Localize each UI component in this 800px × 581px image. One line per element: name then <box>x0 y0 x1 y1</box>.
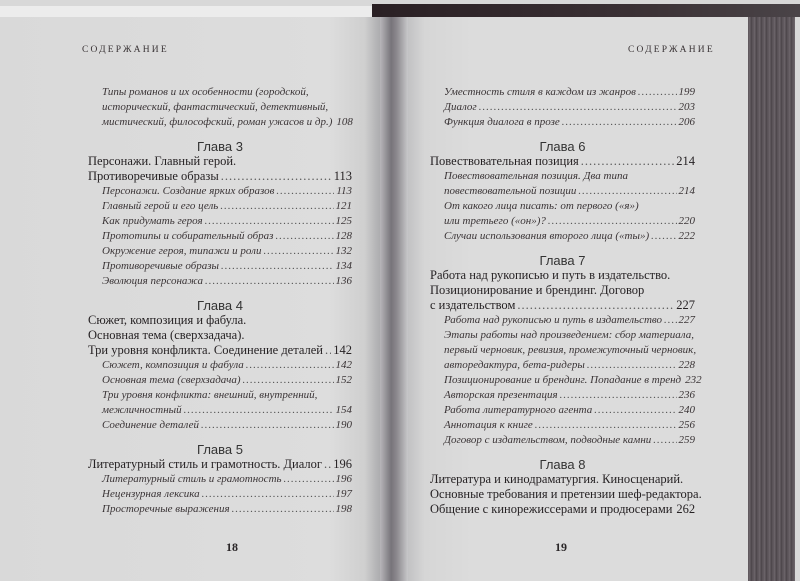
dot-leader <box>221 259 334 274</box>
dot-leader <box>587 358 677 373</box>
toc-subentry[interactable] <box>88 472 352 487</box>
dot-leader <box>578 184 676 199</box>
dot-leader <box>205 274 333 289</box>
dot-leader <box>664 313 676 328</box>
toc-page-number: 206 <box>678 116 695 128</box>
dot-leader <box>276 184 334 199</box>
toc-entry-title: Работа литературного агента <box>444 404 593 416</box>
toc-page-number: 259 <box>678 434 695 446</box>
dot-leader <box>560 388 677 403</box>
toc-entry-title: Литературный стиль и грамотность <box>102 473 282 485</box>
toc-entry-title: Работа над рукописью и путь в издательство. <box>430 268 671 282</box>
dot-leader <box>594 403 676 418</box>
toc-entry-title: Окружение героя, типажи и роли <box>102 245 262 257</box>
toc-page-number: 199 <box>678 86 695 98</box>
toc-entry-line <box>102 214 352 229</box>
book-gutter <box>380 17 408 581</box>
toc-subentry[interactable] <box>88 259 352 274</box>
toc-subentry[interactable] <box>430 115 695 130</box>
chapter-heading: Глава 4 <box>197 298 243 313</box>
toc-entry-line <box>430 487 702 502</box>
toc-page-number: 214 <box>676 154 695 168</box>
page-number-left: 18 <box>226 540 238 554</box>
toc-page-number: 125 <box>335 215 352 227</box>
toc-entry-line <box>88 169 352 184</box>
toc-page-number: 121 <box>335 200 352 212</box>
toc-subentry[interactable] <box>430 199 695 229</box>
toc-entry-title: Функция диалога в прозе <box>444 116 560 128</box>
dot-leader <box>535 418 677 433</box>
chapter-heading: Глава 5 <box>197 442 243 457</box>
toc-page-number: 113 <box>333 169 352 183</box>
toc-entry-title: Позиционирование и брендинг. Попадание в тренд <box>444 374 682 386</box>
toc-page-number: 220 <box>678 215 695 227</box>
toc-entry-line <box>430 298 695 313</box>
page-stack-edge <box>748 17 795 581</box>
toc-entry-title: или третьего («он»)? <box>444 215 546 227</box>
toc-page-number: 232 <box>685 374 702 386</box>
toc-page-number: 136 <box>335 275 352 287</box>
toc-subentry[interactable] <box>430 403 695 418</box>
toc-page-number: 142 <box>335 359 352 371</box>
toc-entry-line <box>102 229 352 244</box>
toc-subentry[interactable] <box>430 169 695 199</box>
toc-subentry[interactable] <box>430 418 695 433</box>
toc-entry-title: с издательством <box>430 298 516 312</box>
chapter-heading: Глава 7 <box>539 253 586 268</box>
toc-subentry[interactable] <box>88 502 352 517</box>
toc-entry-line <box>102 85 352 100</box>
toc-subentry[interactable] <box>88 373 352 388</box>
dot-leader <box>581 154 674 169</box>
toc-entry-title: повествовательной позиции <box>444 185 577 197</box>
toc-entry-line <box>430 472 695 487</box>
toc-entry-title: мистический, философский, роман ужасов и др.) <box>102 116 333 128</box>
dot-leader <box>201 418 334 433</box>
toc-page-number: 227 <box>678 314 695 326</box>
toc-subentry[interactable] <box>430 85 695 100</box>
dot-leader <box>284 472 334 487</box>
chapter-heading: Глава 6 <box>539 139 586 154</box>
toc-entry-line <box>444 373 702 388</box>
dot-leader <box>205 214 334 229</box>
dot-leader <box>232 502 334 517</box>
toc-entry-title: Литература и кинодраматургия. Киносценарий. <box>430 472 684 486</box>
toc-page-number: 256 <box>678 419 695 431</box>
toc-entry-title: Противоречивые образы <box>102 260 219 272</box>
dot-leader <box>246 358 334 373</box>
toc-page-number: 142 <box>333 343 352 357</box>
toc-entry-title: Основная тема (сверхзадача). <box>88 328 245 342</box>
toc-entry-title: Основные требования и претензии шеф-редактора. <box>430 487 702 501</box>
toc-entry-line <box>444 343 695 358</box>
toc-entry-title: Соединение деталей <box>102 419 199 431</box>
toc-entry[interactable] <box>88 457 352 472</box>
toc-entry-title: Персонажи. Главный герой. <box>88 154 237 168</box>
toc-entry-line <box>102 100 352 115</box>
dot-leader <box>324 457 331 472</box>
toc-entry-title: межличностный <box>102 404 182 416</box>
dot-leader <box>562 115 677 130</box>
chapter-heading: Глава 3 <box>197 139 243 154</box>
toc-entry-title: От какого лица писать: от первого («я») <box>444 200 639 212</box>
toc-entry-title: авторедактура, бета-ридеры <box>444 359 585 371</box>
toc-entry-line <box>102 502 352 517</box>
toc-page-number: 196 <box>333 457 352 471</box>
toc-entry-line <box>102 274 352 289</box>
toc-entry-line <box>102 199 352 214</box>
dot-leader <box>325 343 331 358</box>
toc-entry-line <box>444 85 695 100</box>
toc-entry-line <box>444 418 695 433</box>
toc-entry-title: Нецензурная лексика <box>102 488 200 500</box>
dot-leader <box>275 229 333 244</box>
toc-entry-line <box>444 184 695 199</box>
toc-entry-line <box>88 328 352 343</box>
toc-entry-line <box>444 229 695 244</box>
toc-entry-line <box>102 403 352 418</box>
toc-entry-line <box>102 358 352 373</box>
dot-leader <box>479 100 677 115</box>
toc-entry-line <box>430 154 695 169</box>
toc-entry-line <box>444 313 695 328</box>
toc-entry-title: Повествовательная позиция. Два типа <box>444 170 628 182</box>
toc-entry-line <box>444 388 695 403</box>
toc-entry-line <box>444 169 695 184</box>
toc-entry-title: Как придумать героя <box>102 215 203 227</box>
toc-entry-line <box>88 343 352 358</box>
toc-page-number: 203 <box>678 101 695 113</box>
toc-page-number: 196 <box>335 473 352 485</box>
dot-leader <box>548 214 677 229</box>
toc-entry-line <box>444 199 695 214</box>
toc-subentry[interactable] <box>88 229 352 244</box>
toc-entry[interactable] <box>88 154 352 184</box>
toc-entry-line <box>102 472 352 487</box>
toc-entry-title: Литературный стиль и грамотность. Диалог <box>88 457 323 471</box>
toc-entry-title: Договор с издательством, подводные камни <box>444 434 652 446</box>
toc-page-number: 236 <box>678 389 695 401</box>
toc-entry-line <box>444 403 695 418</box>
toc-entry-line <box>444 100 695 115</box>
toc-page-number: 228 <box>678 359 695 371</box>
toc-page-number: 132 <box>335 245 352 257</box>
toc-left <box>88 85 352 517</box>
dot-leader <box>638 85 677 100</box>
dot-leader <box>184 403 334 418</box>
toc-page-number: 227 <box>676 298 695 312</box>
toc-subentry[interactable] <box>88 487 352 502</box>
toc-entry[interactable] <box>430 268 695 313</box>
toc-subentry[interactable] <box>88 244 352 259</box>
toc-entry-line <box>430 283 695 298</box>
dot-leader <box>517 298 674 313</box>
toc-entry-line <box>444 328 695 343</box>
toc-subentry[interactable] <box>430 373 702 388</box>
toc-entry-title: Прототипы и собирательный образ <box>102 230 274 242</box>
dot-leader <box>263 244 333 259</box>
toc-entry-title: Уместность стиля в каждом из жанров <box>444 86 636 98</box>
toc-page-number: 222 <box>678 230 695 242</box>
toc-entry-title: Персонажи. Создание ярких образов <box>102 185 275 197</box>
toc-entry-line <box>102 259 352 274</box>
toc-entry-title: Типы романов и их особенности (городской, <box>102 86 309 98</box>
toc-entry-line <box>444 214 695 229</box>
toc-entry-line <box>88 154 352 169</box>
toc-entry-title: первый черновик, ревизия, промежуточный черновик, <box>444 344 697 356</box>
toc-entry-line <box>444 358 695 373</box>
toc-entry-title: Этапы работы над произведением: сбор материала, <box>444 329 694 341</box>
toc-page-number: 128 <box>335 230 352 242</box>
chapter-heading: Глава 8 <box>539 457 586 472</box>
toc-entry-title: Три уровня конфликта: внешний, внутренний, <box>102 389 318 401</box>
toc-page-number: 240 <box>678 404 695 416</box>
dot-leader <box>653 433 676 448</box>
toc-entry-title: Аннотация к книге <box>444 419 533 431</box>
toc-entry-title: Противоречивые образы <box>88 169 219 183</box>
dot-leader <box>243 373 334 388</box>
toc-subentry[interactable] <box>430 100 695 115</box>
running-header-left: СОДЕРЖАНИЕ <box>82 45 169 55</box>
toc-entry-title: исторический, фантастический, детективный, <box>102 101 329 113</box>
toc-subentry[interactable] <box>88 184 352 199</box>
toc-entry-title: Позиционирование и брендинг. Договор <box>430 283 645 297</box>
toc-entry[interactable] <box>88 313 352 358</box>
toc-page-number: 113 <box>336 185 352 197</box>
toc-entry-title: Работа над рукописью и путь в издательство <box>444 314 663 326</box>
toc-subentry[interactable] <box>88 358 352 373</box>
toc-entry-title: Три уровня конфликта. Соединение деталей <box>88 343 323 357</box>
toc-entry-title: Повествовательная позиция <box>430 154 579 168</box>
toc-subentry[interactable] <box>88 199 352 214</box>
page-number-right: 19 <box>555 540 567 554</box>
toc-entry-title: Главный герой и его цель <box>102 200 219 212</box>
toc-subentry[interactable] <box>430 328 695 373</box>
toc-subentry[interactable] <box>430 388 695 403</box>
toc-page-number: 198 <box>335 503 352 515</box>
running-header-right: СОДЕРЖАНИЕ <box>628 45 715 55</box>
toc-entry-title: Авторская презентация <box>444 389 558 401</box>
toc-entry-line <box>88 457 352 472</box>
toc-entry-line <box>102 373 352 388</box>
toc-page-number: 134 <box>335 260 352 272</box>
toc-page-number: 154 <box>335 404 352 416</box>
toc-subentry[interactable] <box>88 418 352 433</box>
toc-page-number: 190 <box>335 419 352 431</box>
toc-subentry[interactable] <box>88 214 352 229</box>
toc-entry-line <box>444 115 695 130</box>
toc-entry-line <box>102 115 352 130</box>
toc-entry-line <box>430 268 695 283</box>
toc-page-number: 262 <box>676 502 696 516</box>
book-cover-edge <box>372 4 800 17</box>
toc-subentry[interactable] <box>88 274 352 289</box>
toc-entry[interactable] <box>430 472 702 517</box>
dot-leader <box>221 169 332 184</box>
toc-entry-line <box>444 433 695 448</box>
toc-subentry[interactable] <box>88 85 352 130</box>
toc-entry-title: Общение с кинорежиссерами и продюсерами <box>430 502 673 516</box>
toc-entry-line <box>102 244 352 259</box>
scanner-background <box>795 17 800 581</box>
toc-entry-line <box>88 313 352 328</box>
toc-entry-title: Просторечные выражения <box>102 503 230 515</box>
dot-leader <box>220 199 333 214</box>
toc-subentry[interactable] <box>430 313 695 328</box>
toc-page-number: 108 <box>336 116 353 128</box>
toc-page-number: 197 <box>335 488 352 500</box>
dot-leader <box>202 487 334 502</box>
toc-entry-line <box>102 184 352 199</box>
toc-subentry[interactable] <box>430 433 695 448</box>
toc-page-number: 214 <box>678 185 695 197</box>
toc-entry-line <box>102 418 352 433</box>
toc-entry-title: Случаи использования второго лица («ты») <box>444 230 650 242</box>
toc-entry-title: Эволюция персонажа <box>102 275 204 287</box>
toc-subentry[interactable] <box>88 388 352 418</box>
toc-entry-title: Сюжет, композиция и фабула <box>102 359 244 371</box>
toc-entry-title: Диалог <box>444 101 477 113</box>
toc-entry-line <box>102 388 352 403</box>
dot-leader <box>651 229 676 244</box>
toc-entry-title: Сюжет, композиция и фабула. <box>88 313 247 327</box>
toc-entry-line <box>430 502 695 517</box>
toc-right <box>430 85 702 517</box>
toc-entry-title: Основная тема (сверхзадача) <box>102 374 241 386</box>
toc-entry-line <box>102 487 352 502</box>
toc-subentry[interactable] <box>430 229 695 244</box>
toc-page-number: 152 <box>335 374 352 386</box>
toc-entry[interactable] <box>430 154 695 169</box>
